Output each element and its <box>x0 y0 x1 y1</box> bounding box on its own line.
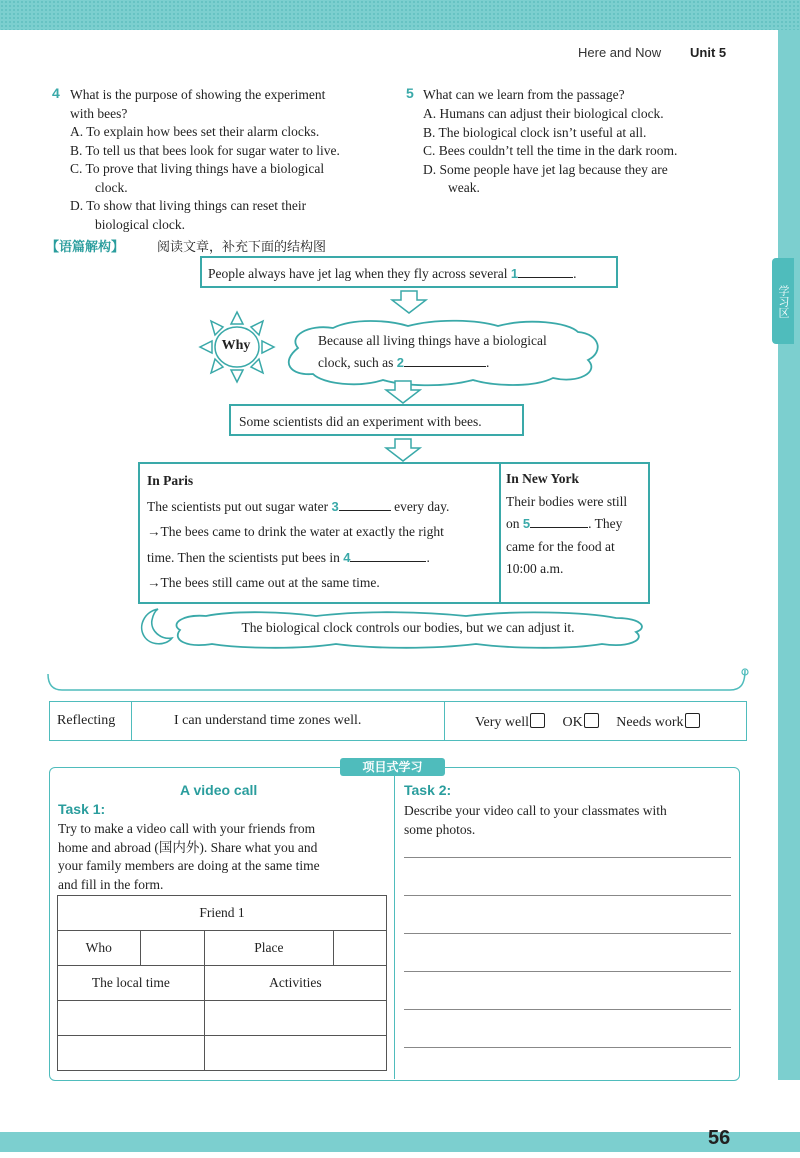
newyork-title: In New York <box>506 471 580 486</box>
option-5a[interactable]: A. Humans can adjust their biological clock. <box>423 106 664 121</box>
newyork-line1: Their bodies were still <box>506 493 628 509</box>
arrow-down-icon <box>384 438 422 462</box>
reflecting-label: Reflecting <box>57 713 116 728</box>
experiment-divider <box>499 463 501 603</box>
option-ok-label: OK <box>562 715 583 730</box>
paris-line2: →The bees came to drink the water at exactly the right <box>147 524 444 539</box>
blank-3-number: 3 <box>331 498 339 514</box>
bottom-banner <box>0 1132 800 1152</box>
cloud-1-line1: Because all living things have a biological <box>318 333 547 348</box>
project-badge: 项目式学习 <box>340 758 445 776</box>
blank-5[interactable] <box>530 515 588 528</box>
video-call-form <box>57 895 387 1071</box>
newyork-line3: came for the food at <box>506 538 615 554</box>
blank-1[interactable] <box>518 265 573 278</box>
reflecting-divider-2 <box>444 702 445 740</box>
blank-2[interactable] <box>404 354 486 367</box>
very-well-checkbox[interactable] <box>530 713 545 728</box>
option-4b[interactable]: B. To tell us that bees look for sugar water to live. <box>70 142 340 158</box>
paris-line4: →The bees still came out at the same time. <box>147 575 380 590</box>
cloud-2-text: The biological clock controls our bodies, but we can adjust it. <box>241 620 575 635</box>
blank-1-number: 1 <box>510 266 519 281</box>
box-1-text: People always have jet lag when they fly across several <box>208 266 508 281</box>
option-5b[interactable]: B. The biological clock isn’t useful at all. <box>423 124 647 140</box>
answer-line-2[interactable] <box>404 895 731 896</box>
task-1-line2: home and abroad (国内外). Share what you and <box>58 839 318 855</box>
newyork-column <box>506 468 646 581</box>
needs-work-checkbox[interactable] <box>685 713 700 728</box>
header-unit: Unit 5 <box>690 45 727 60</box>
newyork-line2-end: . They <box>588 516 623 531</box>
ok-checkbox[interactable] <box>584 713 599 728</box>
option-5d-cont: weak. <box>448 180 480 195</box>
task-1-text <box>58 820 388 894</box>
arrow-down-icon <box>384 380 422 404</box>
structure-box-1: People always have jet lag when they fly across several 1 . <box>200 256 618 288</box>
task-2-text <box>404 802 734 839</box>
task-1-line1: Try to make a video call with your friends from <box>58 821 316 836</box>
question-4-line2: with bees? <box>70 105 128 121</box>
answer-line-4[interactable] <box>404 971 731 972</box>
paris-line1-end: every day. <box>394 498 450 514</box>
answer-line-1[interactable] <box>404 857 731 858</box>
cloud-1-text: Because all living things have a biological clock, such as 2 . <box>318 330 547 374</box>
option-4d[interactable]: D. To show that living things can reset their <box>70 198 307 213</box>
right-margin-bar <box>778 30 800 1080</box>
task-1-line4: and fill in the form. <box>58 876 164 892</box>
top-banner-pattern <box>0 0 800 30</box>
reflecting-options <box>475 713 700 731</box>
form-who-label: Who <box>58 931 141 966</box>
question-4-line1: What is the purpose of showing the experiment <box>70 87 326 102</box>
question-4-number: 4 <box>52 85 60 101</box>
form-header: Friend 1 <box>58 896 387 931</box>
side-tab-label: 学习区 <box>772 258 794 344</box>
option-5d[interactable]: D. Some people have jet lag because they are <box>423 161 668 177</box>
form-activities-input-2[interactable] <box>204 1036 386 1071</box>
why-label: Why <box>221 338 251 353</box>
task-2-line2: some photos. <box>404 821 476 837</box>
answer-line-3[interactable] <box>404 933 731 934</box>
form-who-input[interactable] <box>140 931 204 966</box>
option-4c-cont: clock. <box>95 179 128 195</box>
paris-title: In Paris <box>147 473 194 488</box>
option-5c[interactable]: C. Bees couldn’t tell the time in the dark room. <box>423 143 678 158</box>
answer-line-6[interactable] <box>404 1047 731 1048</box>
cloud-1-line2: clock, such as <box>318 355 394 370</box>
form-activities-input-1[interactable] <box>204 1001 386 1036</box>
blank-4[interactable] <box>350 549 426 562</box>
task-1-label: Task 1: <box>58 801 106 817</box>
question-4-text <box>70 86 392 123</box>
form-local-time-label: The local time <box>58 966 205 1001</box>
newyork-line2-pre: on <box>506 516 520 531</box>
form-place-label: Place <box>204 931 333 966</box>
page-number: 56 <box>708 1127 731 1149</box>
structure-title: 【语篇解构】 <box>46 240 125 255</box>
paris-line3: time. Then the scientists put bees in <box>147 549 340 565</box>
task-2-label: Task 2: <box>404 782 452 798</box>
project-title: A video call <box>180 782 258 798</box>
reflecting-statement: I can understand time zones well. <box>174 713 362 728</box>
project-divider <box>394 774 395 1079</box>
form-local-time-input-1[interactable] <box>58 1001 205 1036</box>
task-1-line3: your family members are doing at the same time <box>58 858 320 873</box>
structure-desc: 阅读文章，补充下面的结构图 <box>157 240 327 255</box>
paris-column: In Paris The scientists put out sugar water 3 every day. →The bees came to drink the water at exactly the right time. Then the scientists put bees in 4 . →The bees still came out at the same time. <box>147 468 497 596</box>
newyork-line4: 10:00 a.m. <box>506 561 564 576</box>
blank-2-number: 2 <box>396 355 404 370</box>
form-local-time-input-2[interactable] <box>58 1036 205 1071</box>
option-4c[interactable]: C. To prove that living things have a biological <box>70 161 325 176</box>
option-4a[interactable]: A. To explain how bees set their alarm clocks. <box>70 124 320 139</box>
blank-5-number: 5 <box>522 516 531 531</box>
answer-line-5[interactable] <box>404 1009 731 1010</box>
arrow-down-icon <box>390 290 428 314</box>
blank-4-number: 4 <box>343 549 351 565</box>
option-4d-cont: biological clock. <box>95 216 185 232</box>
question-5-number: 5 <box>406 85 414 101</box>
question-5-text: What can we learn from the passage? <box>423 87 625 102</box>
header-section: Here and Now <box>578 45 662 60</box>
question-5-options <box>423 105 745 198</box>
paris-line1: The scientists put out sugar water <box>147 498 329 514</box>
option-very-well-label: Very well <box>475 715 530 730</box>
question-4-options <box>70 123 392 234</box>
option-needs-work-label: Needs work <box>616 715 684 730</box>
form-place-input[interactable] <box>333 931 386 966</box>
reflecting-divider-1 <box>131 702 132 740</box>
structure-box-2: Some scientists did an experiment with bees. <box>229 404 524 436</box>
form-activities-label: Activities <box>204 966 386 1001</box>
blank-3[interactable] <box>339 498 391 511</box>
task-2-line1: Describe your video call to your classmates with <box>404 803 667 818</box>
